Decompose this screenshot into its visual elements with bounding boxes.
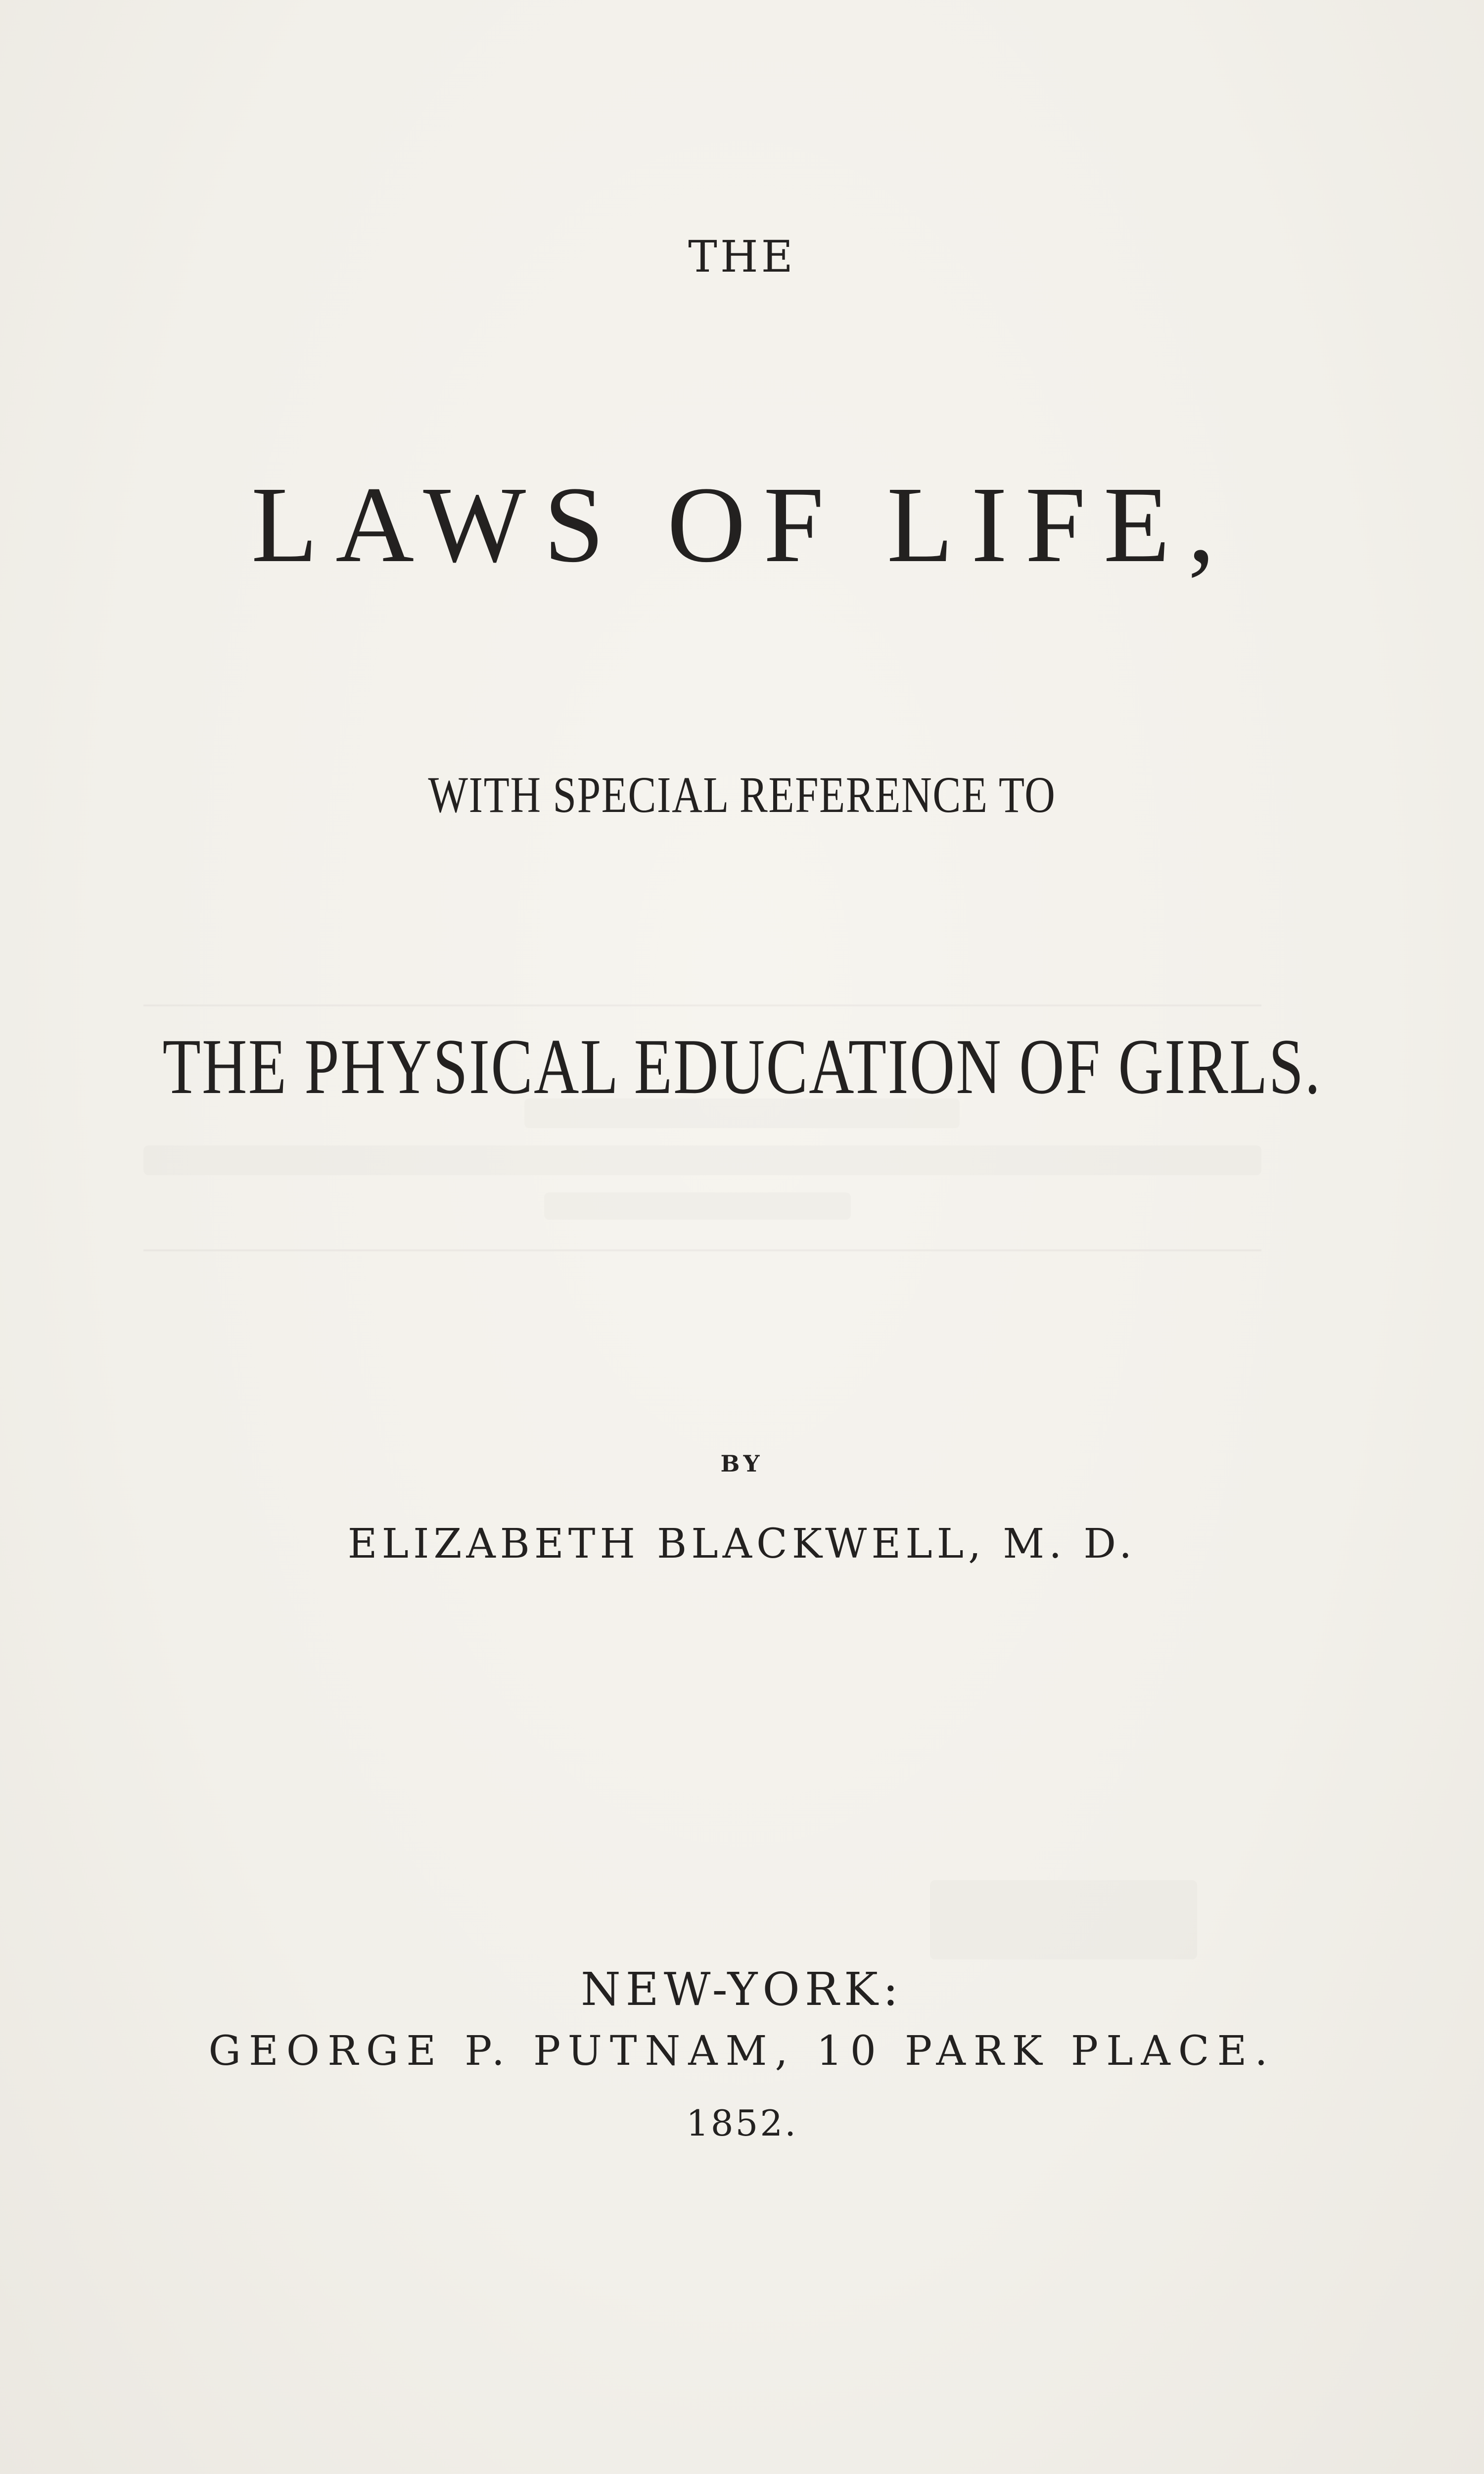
show-through-rule — [143, 1004, 1261, 1006]
imprint-year: 1852. — [686, 2102, 798, 2144]
show-through-rule — [143, 1249, 1261, 1251]
show-through-text — [143, 1145, 1261, 1175]
byline-label: BY — [720, 1450, 764, 1477]
main-title: LAWS OF LIFE, — [251, 464, 1233, 585]
imprint-city: NEW-YORK: — [581, 1963, 903, 2016]
imprint-publisher: GEORGE P. PUTNAM, 10 PARK PLACE. — [208, 2028, 1276, 2075]
author-name: ELIZABETH BLACKWELL, M. D. — [347, 1521, 1137, 1568]
title-article: THE — [688, 231, 796, 282]
subtitle-line-1: WITH SPECIAL REFERENCE TO — [428, 766, 1056, 823]
show-through-text — [544, 1192, 851, 1220]
show-through-text — [930, 1880, 1197, 1959]
subtitle-line-2: THE PHYSICAL EDUCATION OF GIRLS. — [162, 1022, 1322, 1110]
